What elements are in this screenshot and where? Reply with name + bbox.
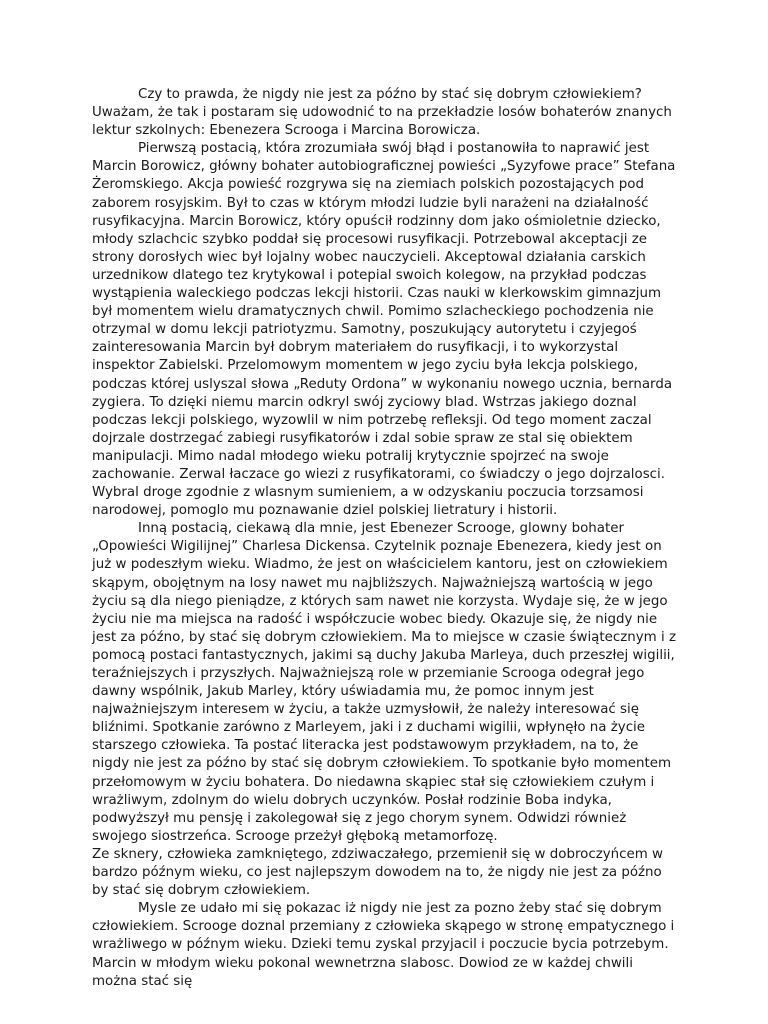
document-page	[92, 86, 676, 991]
paragraph-intro: Czy to prawda, że nigdy nie jest za późno by stać się dobrym człowiekiem? Uważam, że tak i postaram się udowodnić to na przekładzie losów bohaterów znanych lektur szkolnych: Ebenezera Scrooga i Marcina Borowicza.	[92, 87, 672, 139]
paragraph-scrooge: Inną postacią, ciekawą dla mnie, jest Ebenezer Scrooge, glowny bohater „Opowieści Wigilijnej” Charlesa Dickensa. Czytelnik poznaje Ebenezera, kiedy jest on już w podeszłym wieku. Wiadmo, że jest on właścicielem kantoru, jest on człowiekiem skąpym, obojętnym na losy nawet mu najbliższych. Najważniejszą wartością w jego życiu są dla niego pieniądze, z których sam nawet nie korzysta. Wydaje się, że w jego życiu nie ma miejsca na radość i współczucie wobec biedy. Okazuje się, że nigdy nie jest za późno, by stać się dobrym człowiekiem. Ma to miejsce w czasie świątecznym i z pomocą postaci fantastycznych, jakimi są duchy Jakuba Marleya, duch przeszłej wigilii, teraźniejszych i przyszłych. Najważniejszą role w przemianie Scrooga odegrał jego dawny wspólnik, Jakub Marley, który uświadamia mu, że pomoc innym jest najważniejszym interesem w życiu, a także uzmysłowił, że należy interesować się bliźnimi. Spotkanie zarówno z Marleyem, jaki i z duchami wigilii, wpłynęło na życie starszego człowieka. Ta postać literacka jest podstawowym przykładem, na to, że nigdy nie jest za późno by stać się dobrym człowiekiem. To spotkanie było momentem przełomowym w życiu bohatera. Do niedawna skąpiec stał się człowiekiem czułym i wrażliwym, zdolnym do wielu dobrych uczynków. Posłał rodzinie Boba indyka, podwyższył mu pensję i zakolegował się z jego chorym synem. Odwidzi również swojego siostrzeńca. Scrooge przeżył głęboką metamorfozę.	[92, 521, 676, 844]
paragraph-summary: Mysle ze udało mi się pokazac iż nigdy nie jest za pozno żeby stać się dobrym człowiekiem. Scrooge doznal przemiany z człowieka skąpego w stronę empatycznego i wrażliwego w późnym wieku. Dzieki temu zyskal przyjacil i poczucie bycia potrzebym. Marcin w młodym wieku pokonal wewnetrzna slabosc. Dowiod ze w każdej chwili można stać się	[92, 901, 675, 989]
paragraph-scrooge-conclusion: Ze sknery, człowieka zamkniętego, zdziwaczałego, przemienił się w dobroczyńcem w bardzo późnym wieku, co jest najlepszym dowodem na to, że nigdy nie jest za późno by stać się dobrym człowiekiem.	[92, 846, 663, 899]
paragraph-borowicz: Pierwszą postacią, która zrozumiała swój błąd i postanowiła to naprawić jest Marcin Borowicz, główny bohater autobiograficznej powieści „Syzyfowe prace” Stefana Żeromskiego. Akcja powieść rozgrywa się na ziemiach polskich pozostających pod zaborem rosyjskim. Był to czas w którym młodzi ludzie byli narażeni na działalność rusyfikacyjna. Marcin Borowicz, który opuścił rodzinny dom jako ośmioletnie dziecko, młody szlachcic szybko poddał się procesowi rusyfikacji. Potrzebowal akceptacji ze strony dorosłych wiec był lojalny wobec nauczycieli. Akceptowal działania carskich urzednikow dlatego tez krytykowal i potepial swoich kolegow, na przykład podczas wystąpienia waleckiego podczas lekcji historii. Czas nauki w klerkowskim gimnazjum był momentem wielu dramatycznych chwil. Pomimo szlacheckiego pochodzenia nie otrzymal w domu lekcji patriotyzmu. Samotny, poszukujący autorytetu i czyjegoś zainteresowania Marcin był dobrym materiałem do rusyfikacji, i to wykorzystal inspektor Zabielski. Przelomowym momentem w jego zyciu była lekcja polskiego, podczas której uslyszal słowa „Reduty Ordona” w wykonaniu nowego ucznia, bernarda zygiera. To dzięki niemu marcin odkryl swój zyciowy blad. Wstrzas jakiego doznal podczas lekcji polskiego, wyzowlil w nim potrzebę refleksji. Od tego moment zaczal dojrzale dostrzegać zabiegi rusyfikatorów i zdal sobie spraw ze stal się obiektem manipulacji. Mimo nadal młodego wieku potralij krytycznie spojrzeć na swoje zachowanie. Zerwal łaczace go wiezi z rusyfikatorami, co świadczy o jego dojrzalosci. Wybral droge zgodnie z wlasnym sumieniem, a w odzyskaniu poczucia torzsamosi narodowej, pomoglo mu poznawanie dziel polskiej lietratury i historii.	[92, 141, 676, 519]
